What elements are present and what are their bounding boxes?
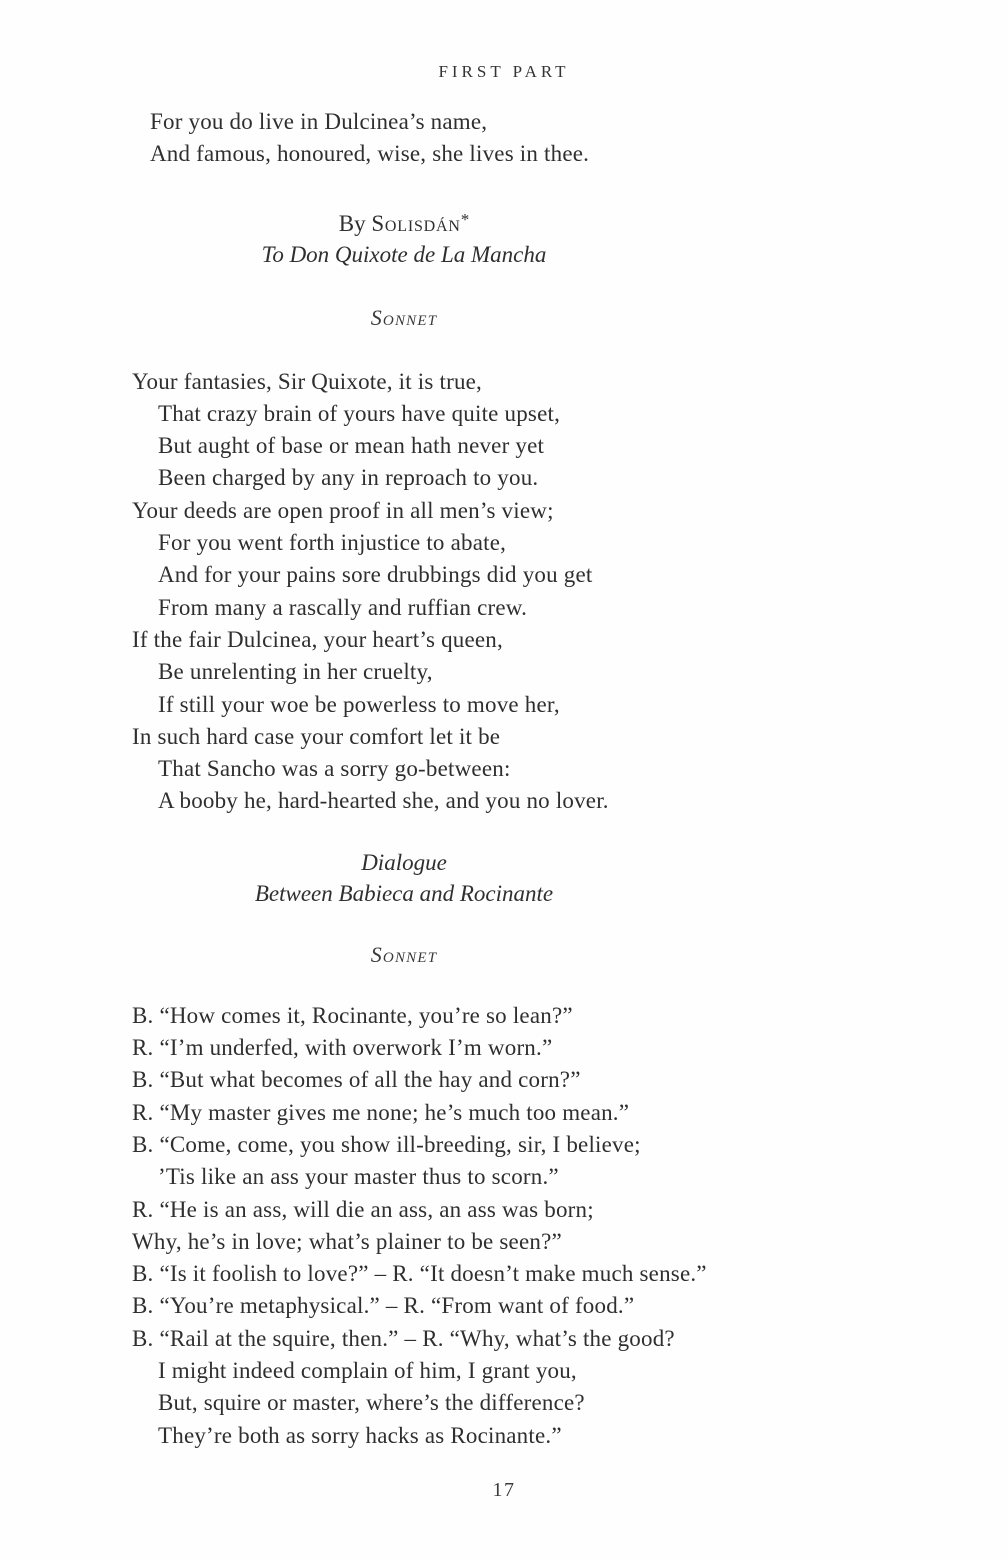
poem-line: R. “My master gives me none; he’s much too mean.” — [132, 1099, 630, 1125]
poem-line: Your fantasies, Sir Quixote, it is true, — [132, 368, 483, 394]
poem-line: But, squire or master, where’s the difference? — [158, 1390, 585, 1416]
poem-line: Been charged by any in reproach to you. — [158, 465, 539, 491]
author-name: Solisdán — [371, 210, 461, 236]
poem-line: For you do live in Dulcinea’s name, — [150, 109, 488, 134]
poem-line: R. “I’m underfed, with overwork I’m worn.” — [132, 1035, 553, 1061]
sonnet-fragment — [132, 106, 676, 171]
poem-line: B. “How comes it, Rocinante, you’re so lean?” — [132, 1002, 573, 1028]
poem-line: That Sancho was a sorry go-between: — [158, 756, 511, 782]
poem-line: And for your pains sore drubbings did you get — [158, 562, 593, 588]
poem-line: B. “Come, come, you show ill-breeding, sir, I believe; — [132, 1131, 641, 1157]
poem-line: ’Tis like an ass your master thus to scorn.” — [158, 1164, 559, 1190]
poem-line: B. “But what becomes of all the hay and corn?” — [132, 1067, 581, 1093]
poem-line: If still your woe be powerless to move her, — [158, 691, 560, 717]
by-prefix: By — [338, 210, 372, 236]
dialogue-title: Dialogue — [361, 849, 447, 875]
poem-line: A booby he, hard-hearted she, and you no lover. — [158, 788, 609, 814]
poem-line: They’re both as sorry hacks as Rocinante.” — [158, 1422, 562, 1448]
dialogue-heading — [132, 847, 676, 909]
sonnet-heading: Sonnet — [370, 941, 438, 967]
attribution-author-line — [132, 204, 676, 239]
poem-line: But aught of base or mean hath never yet — [158, 433, 545, 459]
attribution — [132, 204, 676, 270]
poem-line: That crazy brain of yours have quite upset, — [158, 400, 561, 426]
poem-line: And famous, honoured, wise, she lives in thee. — [150, 141, 590, 167]
poem-line: Your deeds are open proof in all men’s view; — [132, 497, 554, 523]
poem-line: Why, he’s in love; what’s plainer to be seen?” — [132, 1228, 562, 1254]
footnote-marker: * — [460, 209, 470, 229]
poem-line: B. “Is it foolish to love?” – R. “It doesn’t make much sense.” — [132, 1261, 707, 1287]
poem-line: B. “You’re metaphysical.” – R. “From want of food.” — [132, 1293, 635, 1319]
poem-line: For you went forth injustice to abate, — [158, 530, 507, 556]
poem-line: If the fair Dulcinea, your heart’s queen, — [132, 626, 503, 652]
poem-line: R. “He is an ass, will die an ass, an ass was born; — [132, 1196, 594, 1222]
poem-line: I might indeed complain of him, I grant you, — [158, 1358, 577, 1384]
poem-line: B. “Rail at the squire, then.” – R. “Why, what’s the good? — [132, 1325, 675, 1351]
page-number: 17 — [492, 1478, 516, 1501]
poem-line: From many a rascally and ruffian crew. — [158, 594, 528, 620]
sonnet-heading: Sonnet — [370, 304, 438, 330]
poem-line: In such hard case your comfort let it be — [132, 723, 501, 749]
dialogue-subtitle: Between Babieca and Rocinante — [254, 880, 554, 906]
poem-line: Be unrelenting in her cruelty, — [158, 659, 433, 685]
running-head: FIRST PART — [438, 62, 570, 81]
sonnet-1 — [132, 366, 676, 818]
text-column — [132, 82, 707, 1452]
sonnet-2 — [132, 1000, 707, 1452]
dedication-line: To Don Quixote de La Mancha — [261, 241, 547, 267]
